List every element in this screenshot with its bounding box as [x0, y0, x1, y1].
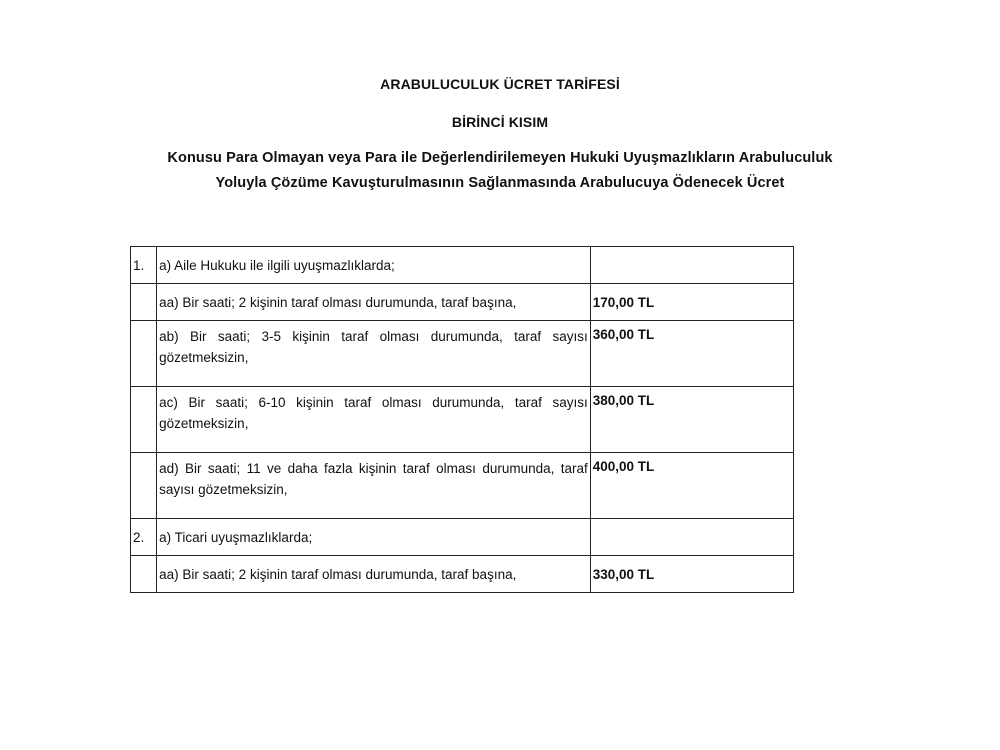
row-number [131, 284, 157, 321]
row-description-text: ab) Bir saati; 3-5 kişinin taraf olması durumunda, taraf sayısı gözetmeksizin, [159, 329, 588, 365]
row-number [131, 321, 157, 387]
row-fee [590, 453, 793, 519]
row-description-text: ac) Bir saati; 6-10 kişinin taraf olması durumunda, taraf sayısı gözetmeksizin, [159, 395, 588, 431]
section-title: BİRİNCİ KISIM [451, 114, 549, 130]
document-title: ARABULUCULUK ÜCRET TARİFESİ [380, 76, 620, 92]
table-row [131, 556, 794, 593]
row-fee [590, 247, 793, 284]
row-fee [590, 387, 793, 453]
row-number [131, 453, 157, 519]
row-description [157, 453, 591, 519]
row-description: a) Ticari uyuşmazlıklarda; [157, 519, 591, 556]
row-fee [590, 519, 793, 556]
table-row [131, 321, 794, 387]
row-description: aa) Bir saati; 2 kişinin taraf olması durumunda, taraf başına, [157, 556, 591, 593]
row-number: 1. [131, 247, 157, 284]
row-description [157, 387, 591, 453]
row-number [131, 556, 157, 593]
table-row [131, 284, 794, 321]
row-fee: 330,00 TL [590, 556, 793, 593]
row-description [157, 321, 591, 387]
row-description: a) Aile Hukuku ile ilgili uyuşmazlıklarda; [157, 247, 591, 284]
subtitle-line-1: Konusu Para Olmayan veya Para ile Değerlendirilemeyen Hukuki Uyuşmazlıkların Arabuluculuk [167, 150, 833, 166]
row-fee: 170,00 TL [590, 284, 793, 321]
table-row [131, 387, 794, 453]
row-description: aa) Bir saati; 2 kişinin taraf olması durumunda, taraf başına, [157, 284, 591, 321]
row-fee-text: 380,00 TL [592, 393, 655, 408]
row-fee [590, 321, 793, 387]
row-fee-text: 360,00 TL [592, 327, 655, 342]
table-row [131, 247, 794, 284]
row-fee-text: 400,00 TL [592, 459, 655, 474]
row-description-text: ad) Bir saati; 11 ve daha fazla kişinin taraf olması durumunda, taraf sayısı gözetmeksizin, [159, 461, 588, 497]
table-row [131, 519, 794, 556]
row-number [131, 387, 157, 453]
row-number: 2. [131, 519, 157, 556]
table-row [131, 453, 794, 519]
subtitle-line-2: Yoluyla Çözüme Kavuşturulmasının Sağlanmasında Arabulucuya Ödenecek Ücret [215, 175, 785, 191]
fee-tariff-table [130, 246, 794, 593]
